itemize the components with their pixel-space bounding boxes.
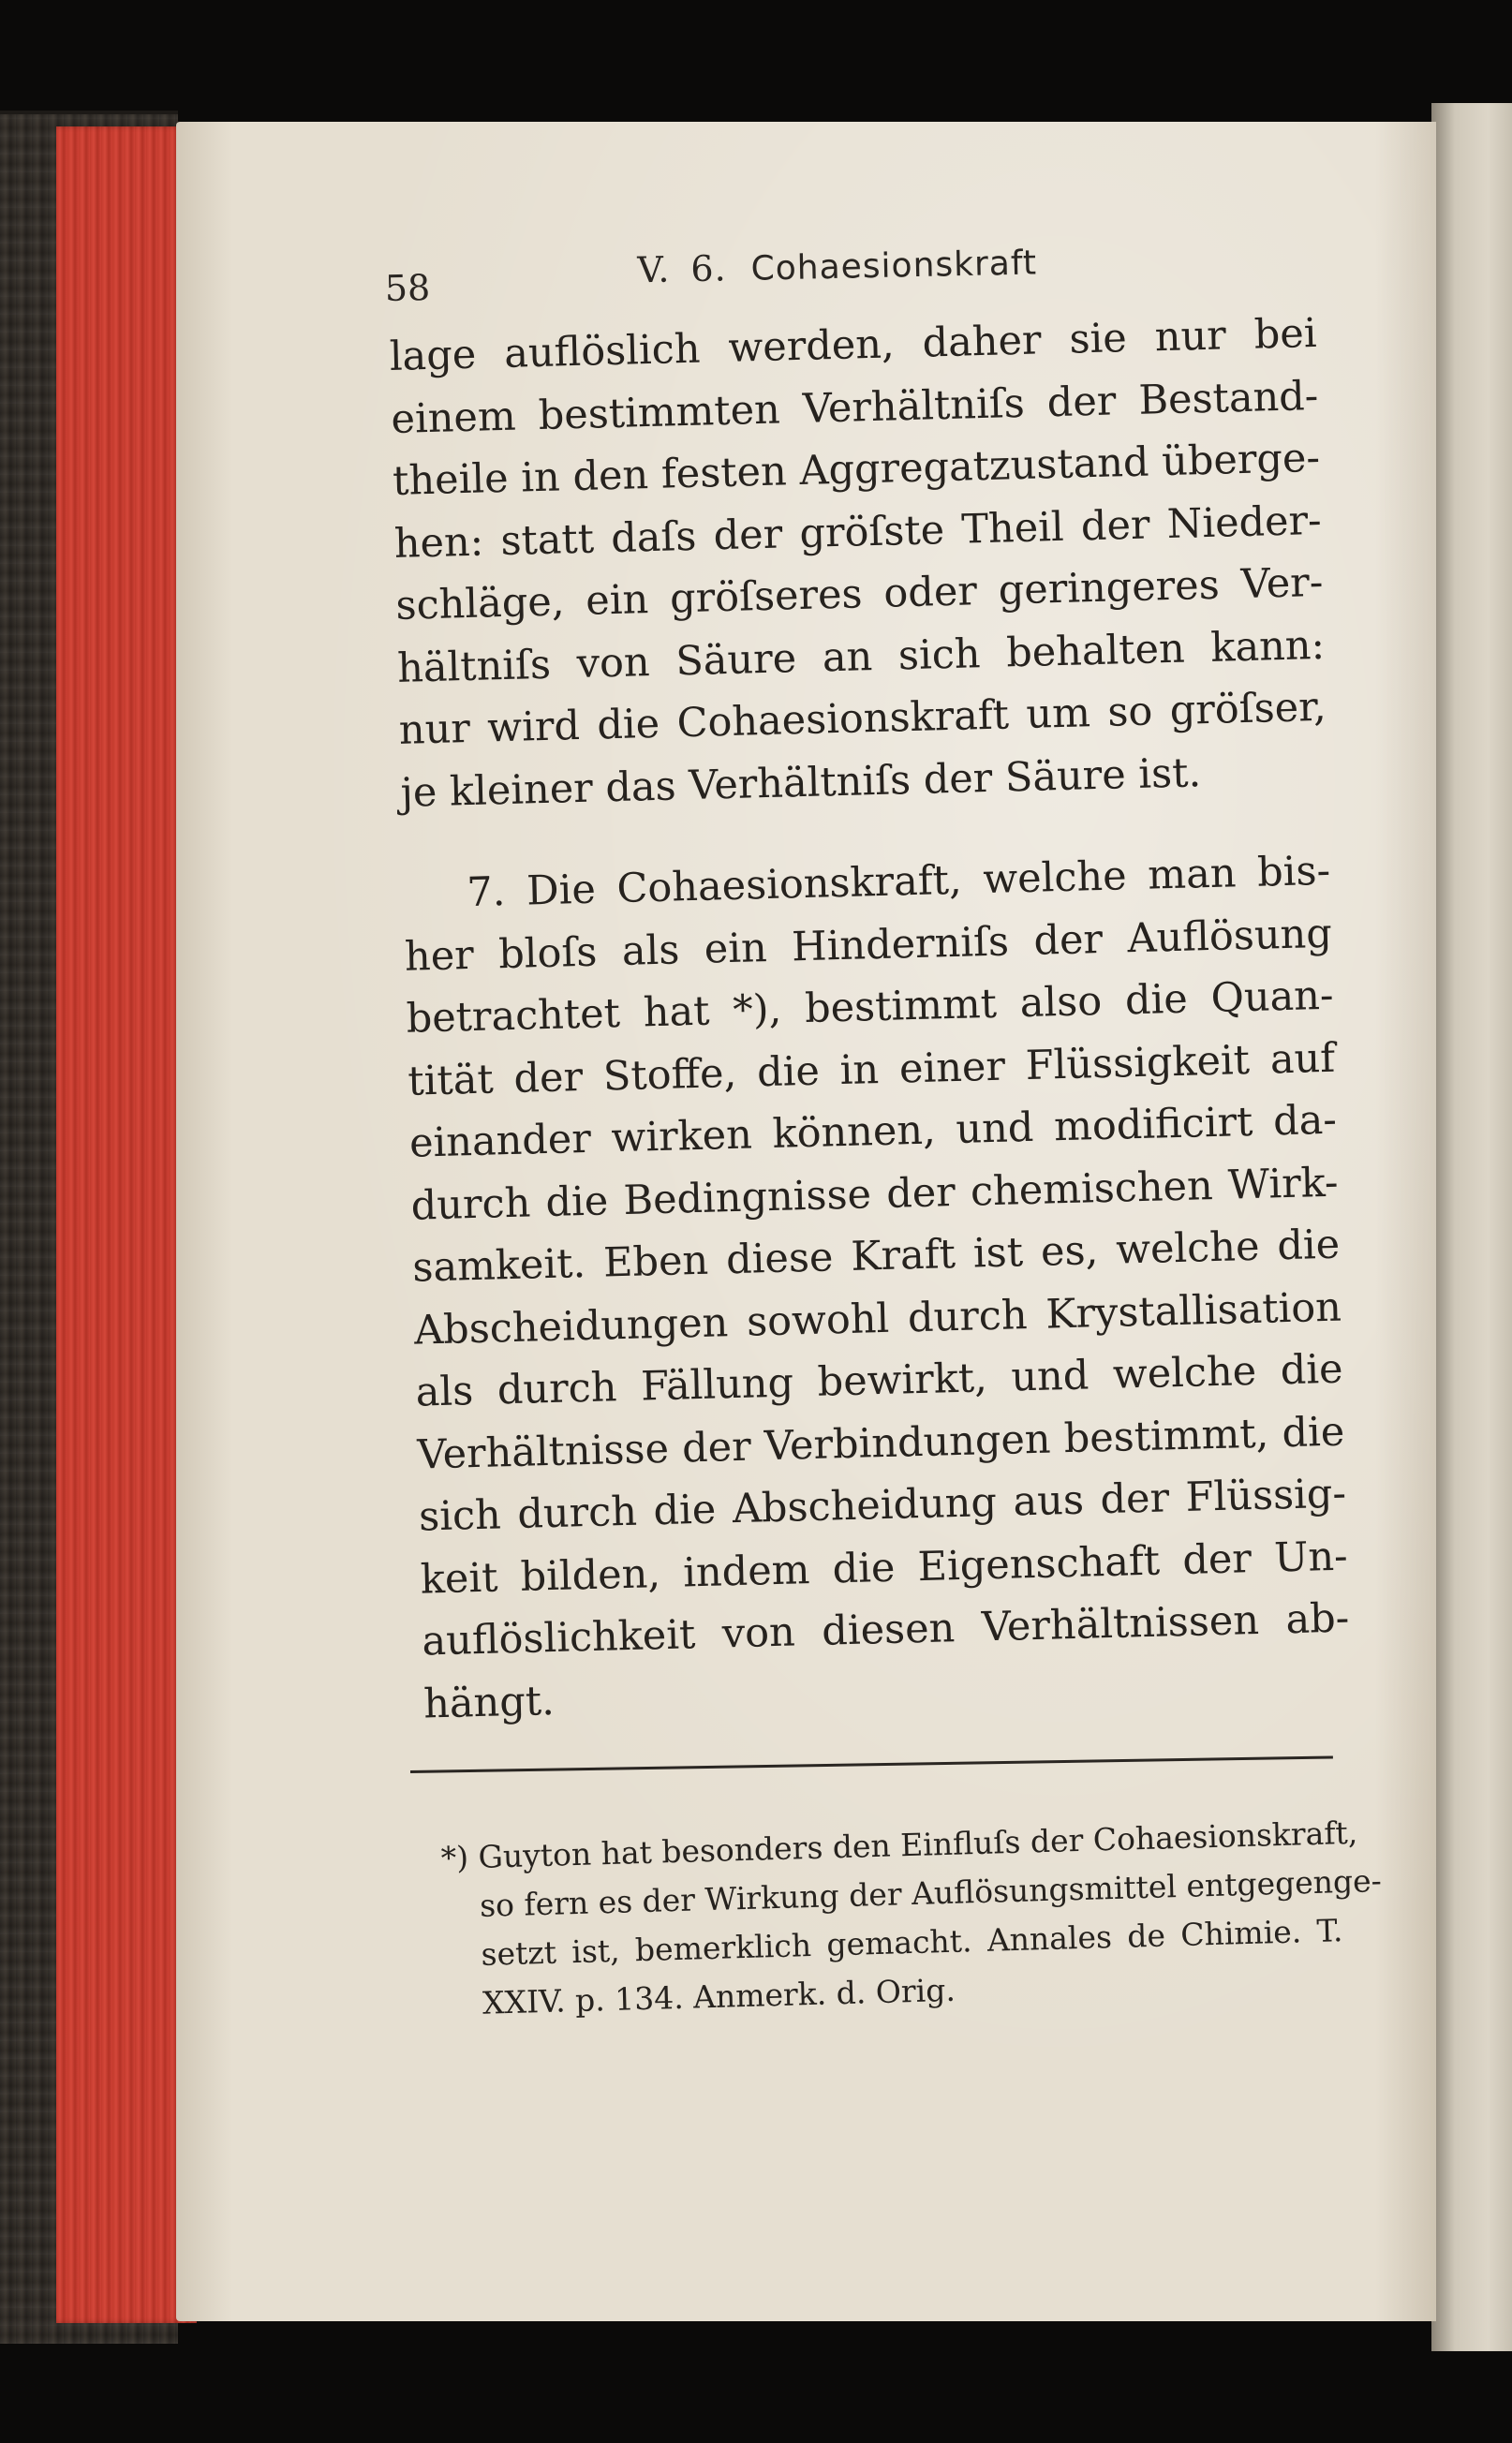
text-line: 7. Die Cohaesionskraft, welche man bis- [466,847,1331,917]
footnote-line: XXIV. p. 134. Anmerk. d. Orig. [482,1971,956,2021]
footnote-line: setzt ist, bemerklich gemacht. Annales de Chimie. T. [481,1912,1343,1973]
text-line: einem bestimmten Verhältniſs der Bestand- [390,372,1319,443]
text-line: Verhältnisse der Verbindungen bestimmt, die [416,1408,1345,1479]
text-line: als durch Fällung bewirkt, und welche die [415,1345,1344,1416]
text-line: keit bilden, indem die Eigenschaft der Un- [420,1532,1349,1604]
text-line: nur wird die Cohaesionskraft um so gröſser, [398,683,1327,754]
footnote [440,1809,1383,2029]
running-title: Cohaesionskraft [750,244,1038,289]
text-line: hängt. [422,1677,556,1728]
section-roman: V. [637,248,671,291]
text-line: betrachtet hat *), bestimmt also die Quan- [406,971,1335,1043]
running-head [637,241,1037,290]
main-text [389,303,1352,1736]
text-line: schläge, ein gröſseres oder geringeres Ver- [394,558,1324,629]
text-line: sich durch die Abscheidung aus der Flüssig- [418,1470,1347,1541]
text-line: hen: statt daſs der gröſste Theil der Nieder- [393,496,1323,568]
text-line: theile in den festen Aggregatzustand überge- [392,434,1321,505]
text-line: tität der Stoffe, die in einer Flüssigkeit auf [407,1034,1336,1105]
text-line: lage auflöslich werden, daher sie nur bei [389,309,1318,380]
text-line: hältniſs von Säure an sich behalten kann: [396,621,1326,692]
page-number: 58 [384,266,431,309]
section-number: 6. [689,247,728,290]
text-line: Abscheidungen sowohl durch Krystallisation [413,1283,1342,1355]
text-line: auflöslichkeit von diesen Verhältnissen ab- [421,1594,1350,1666]
text-line: her bloſs als ein Hinderniſs der Auflösung [404,910,1333,981]
footnote-line: so fern es der Wirkung der Auflösungsmittel entgegenge- [479,1861,1383,1924]
text-line: durch die Bedingnisse der chemischen Wirk- [410,1159,1340,1230]
text-line: samkeit. Eben diese Kraft ist es, welche die [411,1221,1341,1292]
text-line: je kleiner das Verhältniſs der Säure ist. [399,748,1202,817]
facing-page-edge [1431,103,1512,2351]
text-line: einander wirken können, und modificirt da- [408,1096,1338,1167]
footnote-line: *) Guyton hat besonders den Einfluſs der Cohaesionskraft, [440,1814,1358,1876]
